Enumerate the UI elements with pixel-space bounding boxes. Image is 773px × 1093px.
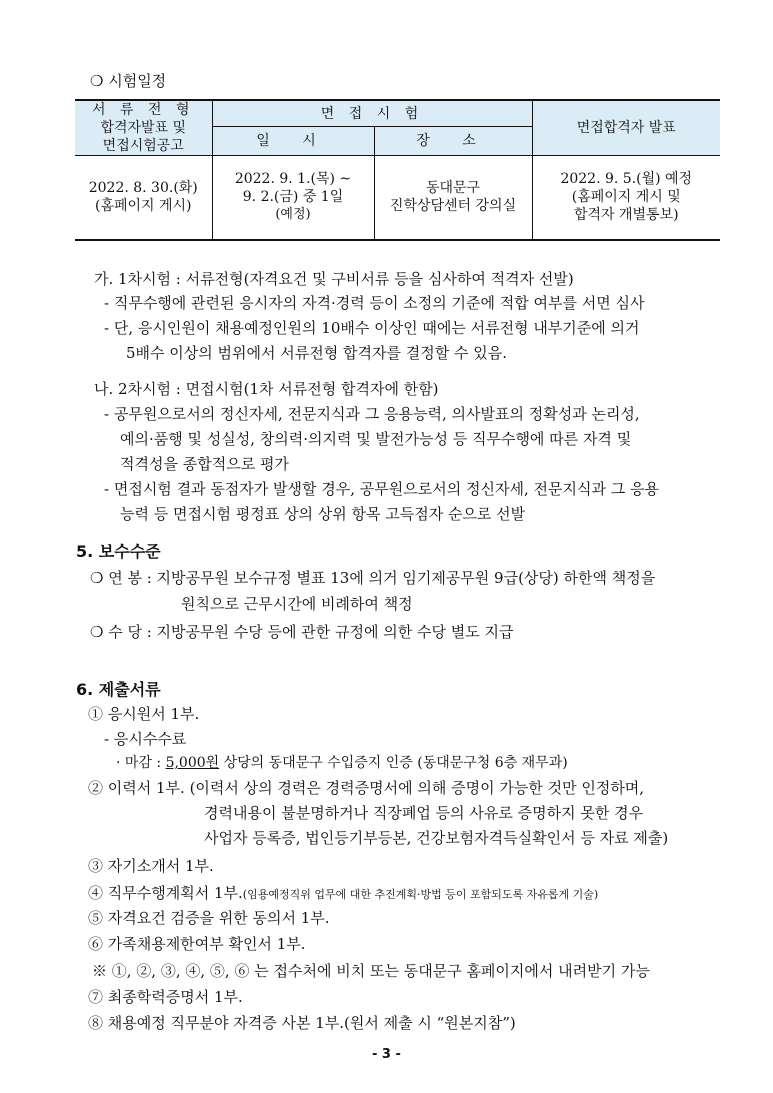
section-na-line: 예의·품행 및 성실성, 창의력·의지력 및 발전가능성 등 직무수행에 따른 자격 및 xyxy=(120,430,632,448)
section-6-heading: 6. 제출서류 xyxy=(76,680,161,699)
salary-line: 원칙으로 근무시간에 비례하여 책정 xyxy=(181,595,413,613)
announce-note: (홈페이지 게시) xyxy=(94,198,192,215)
doc-item-6: ⑥ 가족채용제한여부 확인서 1부. xyxy=(88,935,306,953)
header-announce xyxy=(75,100,212,156)
doc-note: ※ ①, ②, ③, ④, ⑤, ⑥ 는 접수처에 비치 또는 동대문구 홈페이지에서 내려받기 가능 xyxy=(92,962,650,980)
section-na-line: - 공무원으로서의 정신자세, 전문지식과 그 응용능력, 의사발표의 정확성과 논리성, xyxy=(104,405,640,423)
place-line: 동대문구 xyxy=(425,180,481,197)
section-ga-line: - 단, 응시인원이 채용예정인원의 10배수 이상인 때에는 서류전형 내부기준에 의거 xyxy=(104,319,640,337)
announce-date: 2022. 8. 30.(화) xyxy=(88,180,198,197)
doc-item-2: ② 이력서 1부. (이력서 상의 경력은 경력증명서에 의해 증명이 가능한 것만 인정하며, xyxy=(88,779,645,797)
section-na-line: - 면접시험 결과 동점자가 발생할 경우, 공무원으로서의 정신자세, 전문지식과 그 응용 xyxy=(104,480,659,498)
doc-item-3: ③ 자기소개서 1부. xyxy=(88,857,214,875)
header-announce-line: 합격자발표 및 xyxy=(100,120,187,136)
final-line: (홈페이지 게시 및 xyxy=(571,189,681,206)
allowance-line: ❍ 수 당 : 지방공무원 수당 등에 관한 규정에 의한 수당 별도 지급 xyxy=(90,623,514,641)
place-line: 진학상담센터 강의실 xyxy=(389,198,517,215)
cell-announce xyxy=(75,156,212,240)
section-ga-line: 5배수 이상의 범위에서 서류전형 합격자를 결정할 수 있음. xyxy=(126,344,507,362)
cell-interview-date xyxy=(212,156,374,240)
header-announce-line: 서 류 전 형 xyxy=(92,102,195,118)
final-line: 2022. 9. 5.(월) 예정 xyxy=(560,171,693,188)
doc-item-8: ⑧ 채용예정 직무분야 자격증 사본 1부.(원서 제출 시 “원본지참”) xyxy=(88,1014,516,1032)
doc-item-2-line: 사업자 등록증, 법인등기부등본, 건강보험자격득실확인서 등 자료 제출) xyxy=(204,829,669,847)
doc-item-2-line: 경력내용이 불분명하거나 직장폐업 등의 사유로 증명하지 못한 경우 xyxy=(204,804,644,822)
doc-item-5: ⑤ 자격요건 검증을 위한 동의서 1부. xyxy=(88,909,330,927)
header-final-announce: 면접합격자 발표 xyxy=(532,100,720,156)
interview-date-line: 9. 2.(금) 중 1일 xyxy=(242,189,344,206)
doc-item-1-sub: - 응시수수료 xyxy=(104,730,187,748)
fee-amount: 5,000원 xyxy=(165,755,220,771)
doc-item-1-fee xyxy=(116,752,568,772)
interview-date-line: (예정) xyxy=(275,207,311,223)
page-number: - 3 - xyxy=(372,1047,401,1062)
section-na-line: 적격성을 종합적으로 평가 xyxy=(120,455,289,473)
cell-place xyxy=(374,156,532,240)
section-ga-title: 가. 1차시험 : 서류전형(자격요건 및 구비서류 등을 심사하여 적격자 선발) xyxy=(94,270,574,288)
fee-suffix: 상당의 동대문구 수입증지 인증 (동대문구청 6층 재무과) xyxy=(219,755,568,771)
cell-final xyxy=(532,156,720,240)
fee-prefix: · 마감 : xyxy=(116,755,166,771)
doc-item-4-main: ④ 직무수행계획서 1부. xyxy=(88,884,243,902)
interview-date-line: 2022. 9. 1.(목) ~ xyxy=(234,171,352,188)
header-date: 일 시 xyxy=(212,127,374,156)
doc-item-4-note: (임용예정직위 업무에 대한 추진계획·방법 등이 포함되도록 자유롭게 기술) xyxy=(242,888,599,901)
header-place: 장 소 xyxy=(374,127,532,156)
doc-item-1: ① 응시원서 1부. xyxy=(88,705,200,723)
header-announce-line: 면접시험공고 xyxy=(102,138,184,154)
header-interview: 면 접 시 험 xyxy=(212,100,532,127)
doc-item-7: ⑦ 최종학력증명서 1부. xyxy=(88,988,243,1006)
section-ga-line: - 직무수행에 관련된 응시자의 자격·경력 등이 소정의 기준에 적합 여부를 서면 심사 xyxy=(104,294,645,312)
section-na-line: 능력 등 면접시험 평정표 상의 상위 항목 고득점자 순으로 선발 xyxy=(120,505,526,523)
schedule-heading: ❍ 시험일정 xyxy=(90,72,167,90)
doc-item-4 xyxy=(88,882,598,903)
schedule-table xyxy=(75,99,720,241)
salary-line: ❍ 연 봉 : 지방공무원 보수규정 별표 13에 의거 임기제공무원 9급(상당) 하한액 책정을 xyxy=(90,569,656,587)
section-5-heading: 5. 보수수준 xyxy=(76,542,161,561)
section-na-title: 나. 2차시험 : 면접시험(1차 서류전형 합격자에 한함) xyxy=(94,380,439,398)
final-line: 합격자 개별통보) xyxy=(573,207,679,224)
